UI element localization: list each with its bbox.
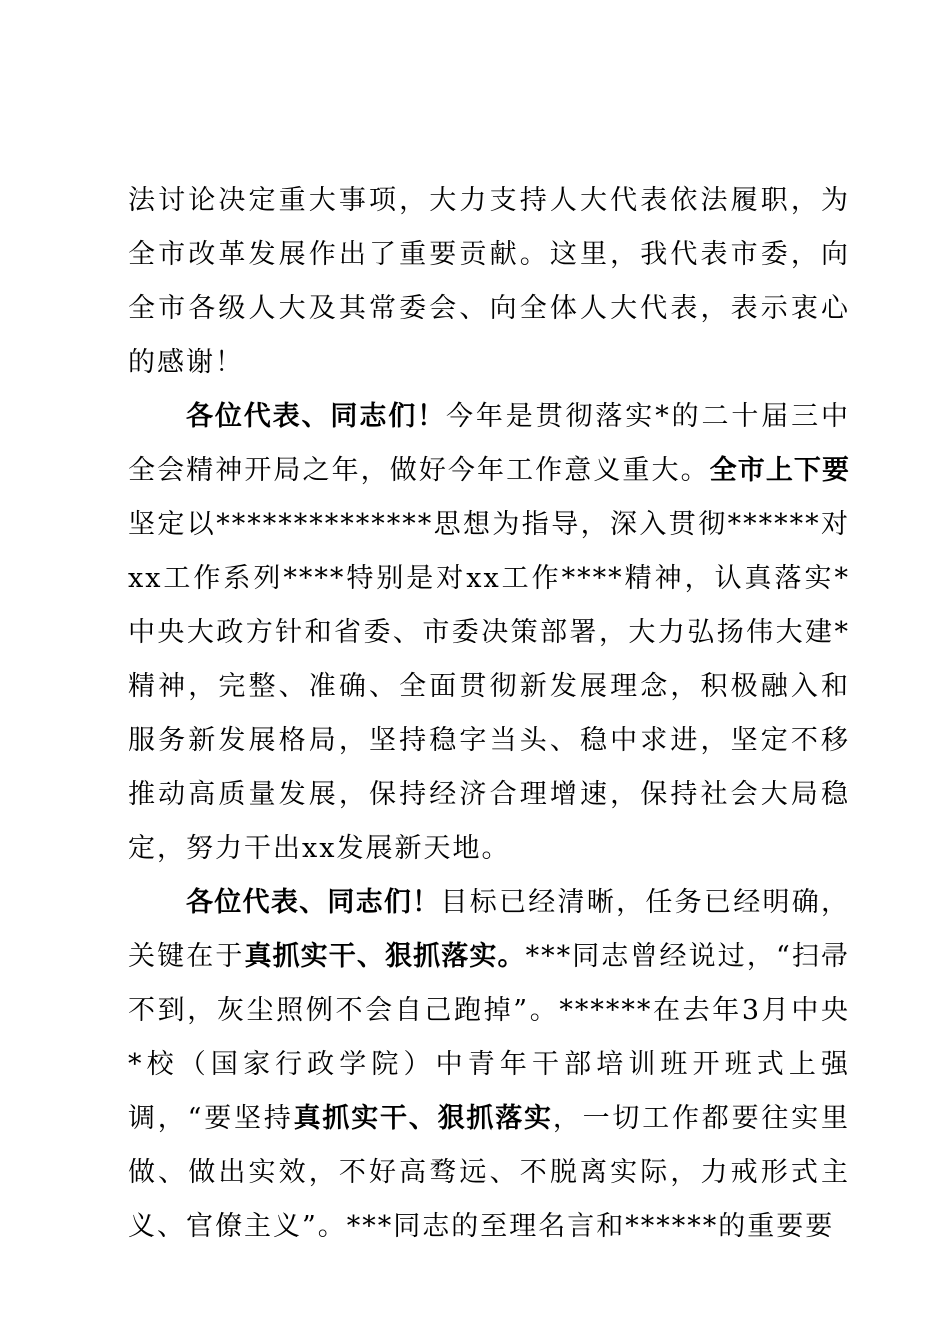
paragraph-3-text-c: ，一切工作都要往实里做、做出实效，不好高骛远、不脱离实际，力戒形式主义、官僚主义”。***同志的至理名言和******的重要要 (128, 1103, 851, 1242)
paragraph-1-text: 法讨论决定重大事项，大力支持人大代表依法履职，为全市改革发展作出了重要贡献。这里，我代表市委，向全市各级人大及其常委会、向全体人大代表，表示衷心的感谢！ (128, 185, 850, 378)
paragraph-2-text-b: 坚定以**************思想为指导，深入贯彻******对xx工作系列****特别是对xx工作****精神，认真落实*中央大政方针和省委、市委决策部署，大力弘扬伟大建*精神，完整、准确、全面贯彻新发展理念，积极融入和服务新发展格局，坚持稳字当头、稳中求进，坚定不移推动高质量发展，保持经济合理增速，保持社会大局稳定，努力干出xx发展新天地。 (128, 509, 850, 864)
paragraph-3-emphasis-b: 真抓实干、狠抓落实 (293, 1103, 553, 1134)
paragraph-3-text-a: 目标已经清晰，任务已经明确，关键在于 (128, 887, 851, 972)
paragraph-3-text-b: ***同志曾经说过，“扫帚不到，灰尘照例不会自己跑掉”。******在去年3月中央*校（国家行政学院）中青年干部培训班开班式上强调，“要坚持 (128, 941, 851, 1134)
paragraph-2 (128, 390, 850, 876)
paragraph-3-salutation: 各位代表、同志们！ (186, 887, 441, 918)
paragraph-2-emphasis: 全市上下要 (709, 455, 851, 486)
paragraph-2-salutation: 各位代表、同志们！ (186, 401, 446, 432)
paragraph-3 (128, 876, 850, 1254)
document-page (128, 174, 850, 1254)
paragraph-3-emphasis-a: 真抓实干、狠抓落实。 (244, 941, 526, 972)
paragraph-2-text-a: 今年是贯彻落实*的二十届三中全会精神开局之年，做好今年工作意义重大。 (128, 401, 851, 486)
paragraph-1 (128, 174, 850, 390)
